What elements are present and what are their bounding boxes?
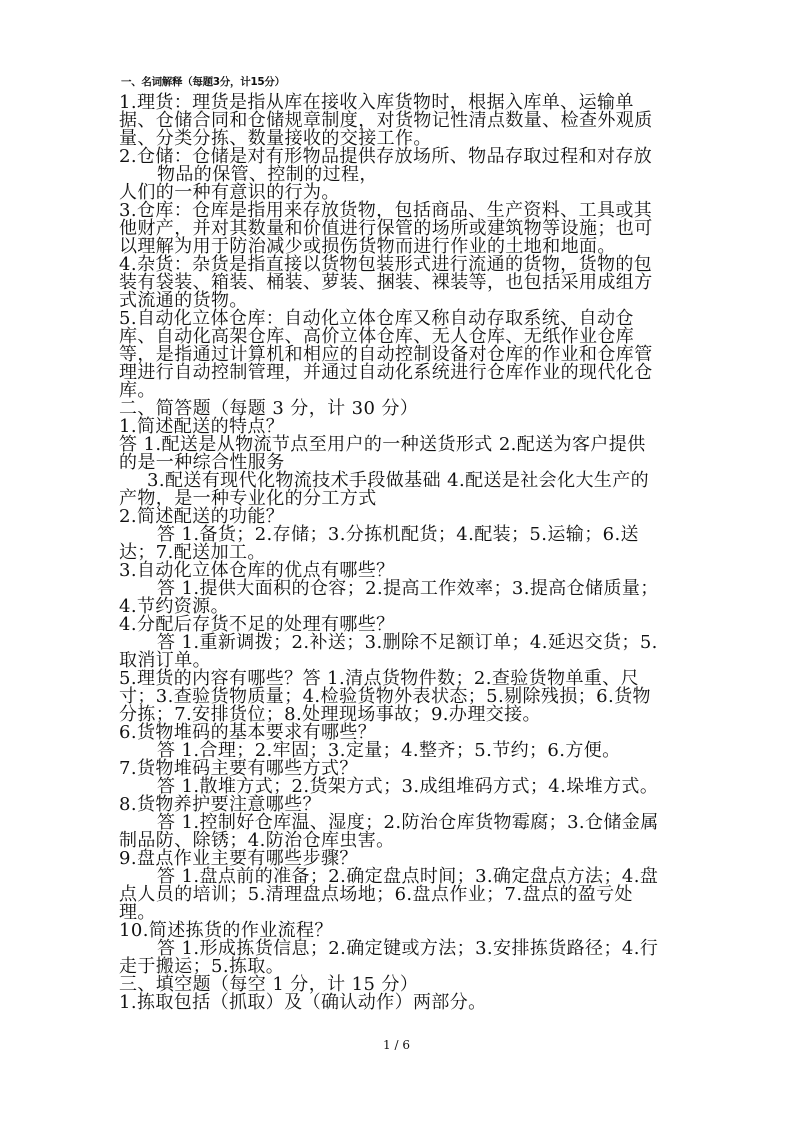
- section-heading-short-answer: 二、简答题（每题 3 分，计 30 分）: [119, 398, 419, 419]
- question: 1.简述配送的特点？: [119, 416, 285, 437]
- question: 3.自动化立体仓库的优点有哪些？: [119, 560, 395, 581]
- question: 9.盘点作业主要有哪些步骤？: [119, 848, 358, 869]
- text-line: 装有袋装、箱装、桶装、萝装、捆装、裸装等，也包括采用成组方: [119, 272, 653, 293]
- answer-line: 答 1.形成拣货信息；2.确定键或方法；3.安排拣货路径；4.行: [157, 938, 659, 959]
- text-line: 物品的保管、控制的过程，: [157, 164, 378, 185]
- question: 1.拣取包括（抓取）及（确认动作）两部分。: [119, 992, 487, 1013]
- answer-line: 理。: [119, 902, 156, 923]
- text-line: 3.仓库：仓库是指用来存放货物，包括商品、生产资料、工具或其: [119, 200, 653, 221]
- text-line: 式流通的货物。: [119, 290, 248, 311]
- question: 6.货物堆码的基本要求有哪些？: [119, 722, 377, 743]
- section-heading-terms: 一、名词解释（每题3分，计15分）: [121, 76, 285, 88]
- answer-line: 答 1.控制好仓库温、湿度；2.防治仓库货物霉腐；3.仓储金属: [157, 812, 659, 833]
- answer-line: 答 1.配送是从物流节点至用户的一种送货形式 2.配送为客户提供: [119, 434, 646, 455]
- question: 10.简述拣货的作业流程？: [119, 920, 333, 941]
- text-line: 理进行自动控制管理，并通过自动化系统进行仓库作业的现代化仓: [119, 362, 653, 383]
- answer-line: 制品防、除锈；4.防治仓库虫害。: [119, 830, 395, 851]
- answer-line: 产物，是一种专业化的分工方式: [119, 488, 377, 509]
- section-heading-fill-blank: 三、填空题（每空 1 分，计 15 分）: [119, 974, 419, 995]
- answer-line: 答 1.备货；2.存储；3.分拣机配货；4.配装；5.运输；6.送: [157, 524, 639, 545]
- answer-line: 走于搬运；5.拣取。: [119, 956, 285, 977]
- text-line: 4.杂货：杂货是指直接以货物包装形式进行流通的货物，货物的包: [119, 254, 653, 275]
- answer-line: 的是一种综合性服务: [119, 452, 285, 473]
- question: 8.货物养护要注意哪些？: [119, 794, 321, 815]
- text-line: 据、仓储合同和仓储规章制度，对货物记性清点数量、检查外观质: [119, 110, 653, 131]
- answer-line: 答 1.盘点前的准备；2.确定盘点时间；3.确定盘点方法；4.盘: [157, 866, 659, 887]
- text-line: 库。: [119, 380, 156, 401]
- answer-line: 点人员的培训；5.清理盘点场地；6.盘点作业；7.盘点的盈亏处: [119, 884, 633, 905]
- answer-line: 4.节约资源。: [119, 596, 229, 617]
- answer-line: 取消订单。: [119, 650, 211, 671]
- answer-line: 分拣；7.安排货位；8.处理现场事故；9.办理交接。: [119, 704, 541, 725]
- text-line: 5.自动化立体仓库：自动化立体仓库又称自动存取系统、自动仓: [119, 308, 634, 329]
- text-line: 以理解为用于防治减少或损伤货物而进行作业的土地和地面。: [119, 236, 616, 257]
- answer-line: 答 1.重新调拨；2.补送；3.删除不足额订单；4.延迟交货；5.: [157, 632, 658, 653]
- text-line: 2.仓储：仓储是对有形物品提供存放场所、物品存取过程和对存放: [119, 146, 653, 167]
- page-number: 1 / 6: [383, 1038, 410, 1052]
- text-line: 量、分类分拣、数量接收的交接工作。: [119, 128, 432, 149]
- answer-line: 寸；3.查验货物质量；4.检验货物外表状态；5.剔除残损；6.货物: [119, 686, 651, 707]
- answer-line: 答 1.提供大面积的仓容；2.提高工作效率；3.提高仓储质量；: [157, 578, 659, 599]
- answer-line: 3.配送有现代化物流技术手段做基础 4.配送是社会化大生产的: [147, 470, 650, 491]
- text-line: 1.理货：理货是指从库在接收入库货物时，根据入库单、运输单: [119, 92, 634, 113]
- question: 4.分配后存货不足的处理有哪些？: [119, 614, 395, 635]
- text-line: 库、自动化高架仓库、高价立体仓库、无人仓库、无纸作业仓库: [119, 326, 635, 347]
- question: 7.货物堆码主要有哪些方式？: [119, 758, 358, 779]
- question: 2.简述配送的功能？: [119, 506, 285, 527]
- answer-line: 答 1.合理；2.牢固；3.定量；4.整齐；5.节约；6.方便。: [157, 740, 621, 761]
- text-line: 人们的一种有意识的行为。: [119, 182, 340, 203]
- answer-line: 答 1.散堆方式；2.货架方式；3.成组堆码方式；4.垛堆方式。: [157, 776, 659, 797]
- question: 5.理货的内容有哪些？答 1.清点货物件数；2.查验货物单重、尺: [119, 668, 640, 689]
- document-body: [119, 94, 679, 1012]
- answer-line: 达；7.配送加工。: [119, 542, 266, 563]
- text-line: 他财产，并对其数量和价值进行保管的场所或建筑物等设施；也可: [119, 218, 653, 239]
- text-line: 等，是指通过计算机和相应的自动控制设备对仓库的作业和仓库管: [119, 344, 653, 365]
